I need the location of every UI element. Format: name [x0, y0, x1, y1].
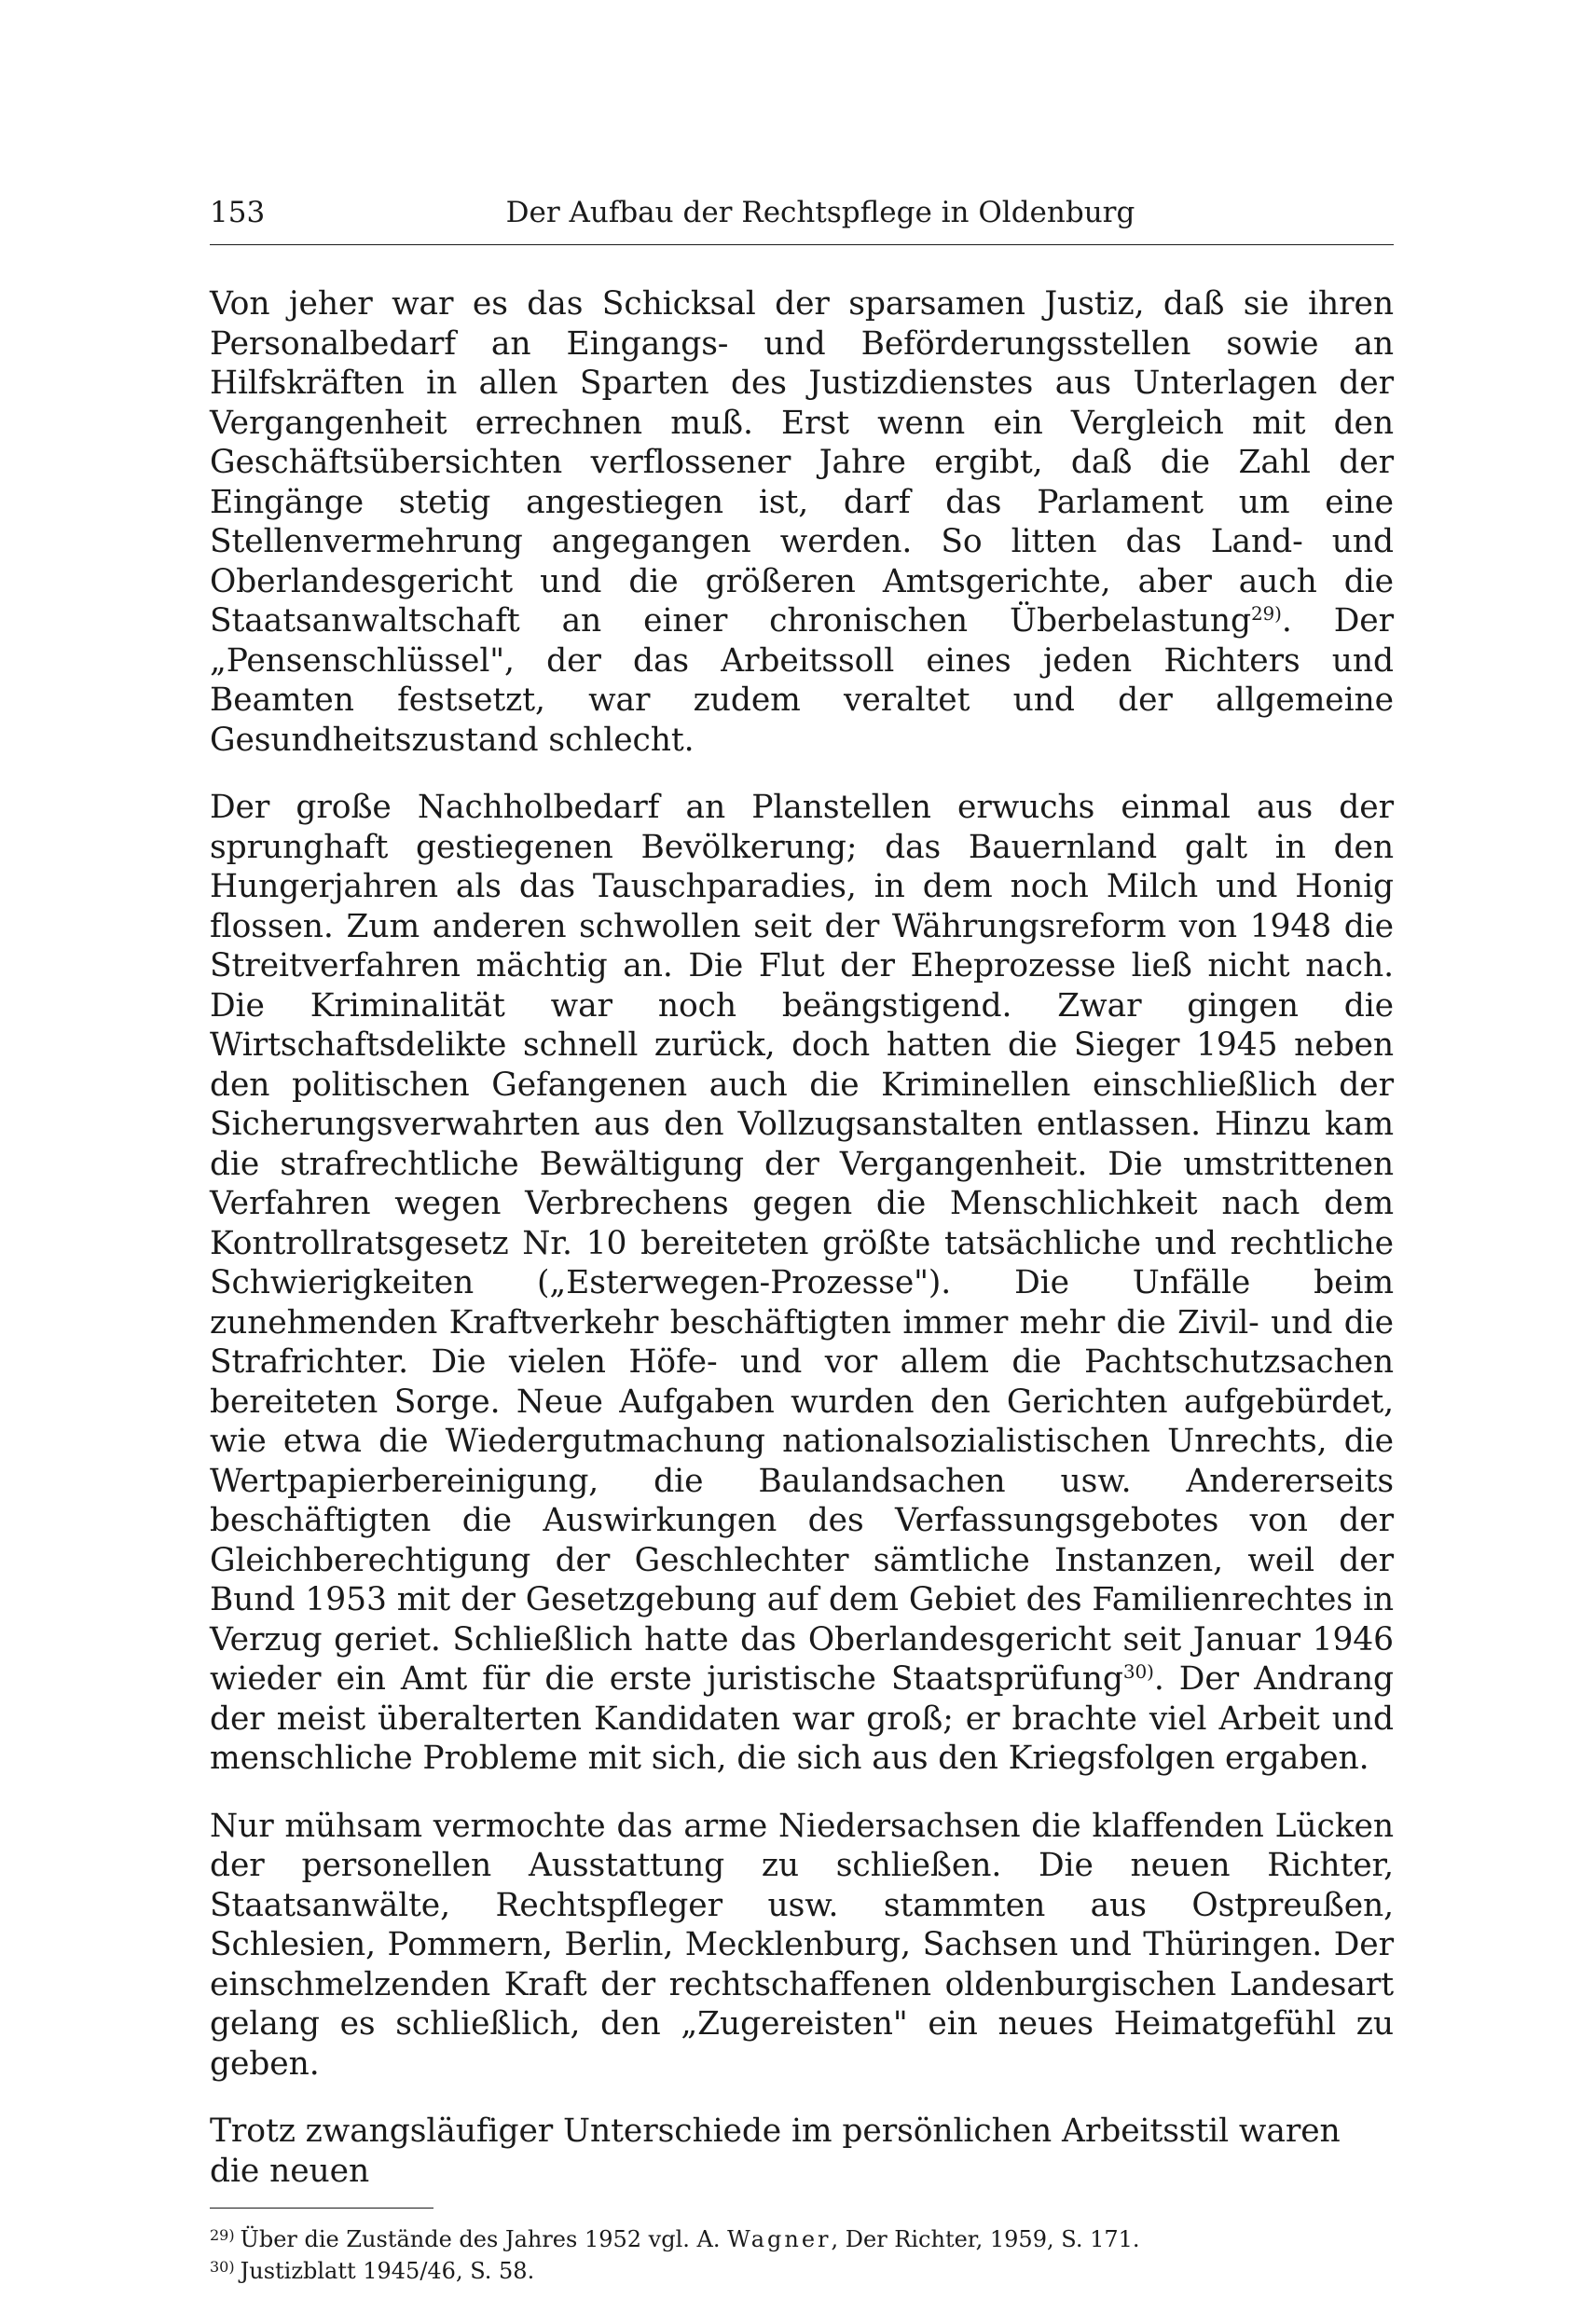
paragraph-2 [210, 788, 1394, 1779]
paragraph-1-text-b: . Der „Pensenschlüssel", der das Arbeitssoll eines jeden Richters und Beamten festsetzt, war zudem veraltet und der allgemeine Gesundheitszustand schlecht. [210, 602, 1394, 759]
footnote-29-text-a: Über die Zustände des Jahres 1952 vgl. A. [240, 2226, 728, 2252]
footnote-29-author: Wagner [727, 2226, 832, 2252]
footnotes [210, 2222, 1394, 2285]
header-rule [210, 244, 1394, 245]
footnote-rule [210, 2208, 433, 2209]
footnote-29 [210, 2222, 1394, 2253]
body-text [210, 284, 1394, 2191]
paragraph-1 [210, 284, 1394, 760]
paragraph-4: Trotz zwangsläufiger Unterschiede im persönlichen Arbeitsstil waren die neuen [210, 2112, 1341, 2190]
footnote-30-text: Justizblatt 1945/46, S. 58. [240, 2258, 535, 2284]
page-number: 153 [210, 196, 266, 229]
running-title: Der Aufbau der Rechtspflege in Oldenburg [505, 196, 1135, 229]
footnote-30 [210, 2253, 1394, 2285]
footnote-reference-30: 30) [1122, 1660, 1154, 1683]
paragraph-3: Nur mühsam vermochte das arme Niedersachsen die klaffenden Lücken der personellen Ausstattung zu schließen. Die neuen Richter, Staatsanwälte, Rechtspfleger usw. stammten aus Ostpreußen, Schlesien, Pommern, Berlin, Mecklenburg, Sachsen und Thüringen. Der einschmelzenden Kraft der rechtschaffenen oldenburgischen Landesart gelang es schließlich, den „Zugereisten" ein neues Heimatgefühl zu geben. [210, 1807, 1394, 2083]
paragraph-2-text-a: Der große Nachholbedarf an Planstellen erwuchs einmal aus der sprunghaft gestiegenen Bevölkerung; das Bauernland galt in den Hungerjahren als das Tauschparadies, in dem noch Milch und Honig flossen. Zum anderen schwollen seit der Währungsreform von 1948 die Streitverfahren mächtig an. Die Flut der Eheprozesse ließ nicht nach. Die Kriminalität war noch beängstigend. Zwar gingen die Wirtschaftsdelikte schnell zurück, doch hatten die Sieger 1945 neben den politischen Gefangenen auch die Kriminellen einschließlich der Sicherungsverwahrten aus den Vollzugsanstalten entlassen. Hinzu kam die strafrechtliche Bewältigung der Vergangenheit. Die umstrittenen Verfahren wegen Verbrechens gegen die Menschlichkeit nach dem Kontrollratsgesetz Nr. 10 bereiteten größte tatsächliche und rechtliche Schwierigkeiten („Esterwegen-Prozesse"). Die Unfälle beim zunehmenden Kraftverkehr beschäftigten immer mehr die Zivil- und die Strafrichter. Die vielen Höfe- und vor allem die Pachtschutzsachen bereiteten Sorge. Neue Aufgaben wurden den Gerichten aufgebürdet, wie etwa die Wiedergutmachung nationalsozialistischen Unrechts, die Wertpapierbereinigung, die Baulandsachen usw. Andererseits beschäftigten die Auswirkungen des Verfassungsgebotes von der Gleichberechtigung der Geschlechter sämtliche Instanzen, weil der Bund 1953 mit der Gesetzgebung auf dem Gebiet des Familienrechtes in Verzug geriet. Schließlich hatte das Oberlandesgericht seit Januar 1946 wieder ein Amt für die erste juristische Staatsprüfung [210, 789, 1394, 1698]
footnote-reference-29: 29) [1250, 602, 1282, 625]
footnote-29-text-b: , Der Richter, 1959, S. 171. [831, 2226, 1140, 2252]
footnote-mark: 30) [210, 2258, 235, 2276]
paragraph-1-text-a: Von jeher war es das Schicksal der sparsamen Justiz, daß sie ihren Personalbedarf an Eingangs- und Beförderungsstellen sowie an Hilfskräften in allen Sparten des Justizdienstes aus Unterlagen der Vergangenheit errechnen muß. Erst wenn ein Vergleich mit den Geschäftsübersichten verflossener Jahre ergibt, daß die Zahl der Eingänge stetig angestiegen ist, darf das Parlament um eine Stellenvermehrung angegangen werden. So litten das Land- und Oberlandesgericht und die größeren Amtsgerichte, aber auch die Staatsanwaltschaft an einer chronischen Überbelastung [210, 285, 1394, 640]
paragraph-2-text-b: . Der Andrang der meist überalterten Kandidaten war groß; er brachte viel Arbeit und menschliche Probleme mit sich, die sich aus den Kriegsfolgen ergaben. [210, 1660, 1394, 1777]
running-head [210, 186, 1394, 239]
footnote-mark: 29) [210, 2226, 235, 2244]
book-page [210, 186, 1394, 2285]
